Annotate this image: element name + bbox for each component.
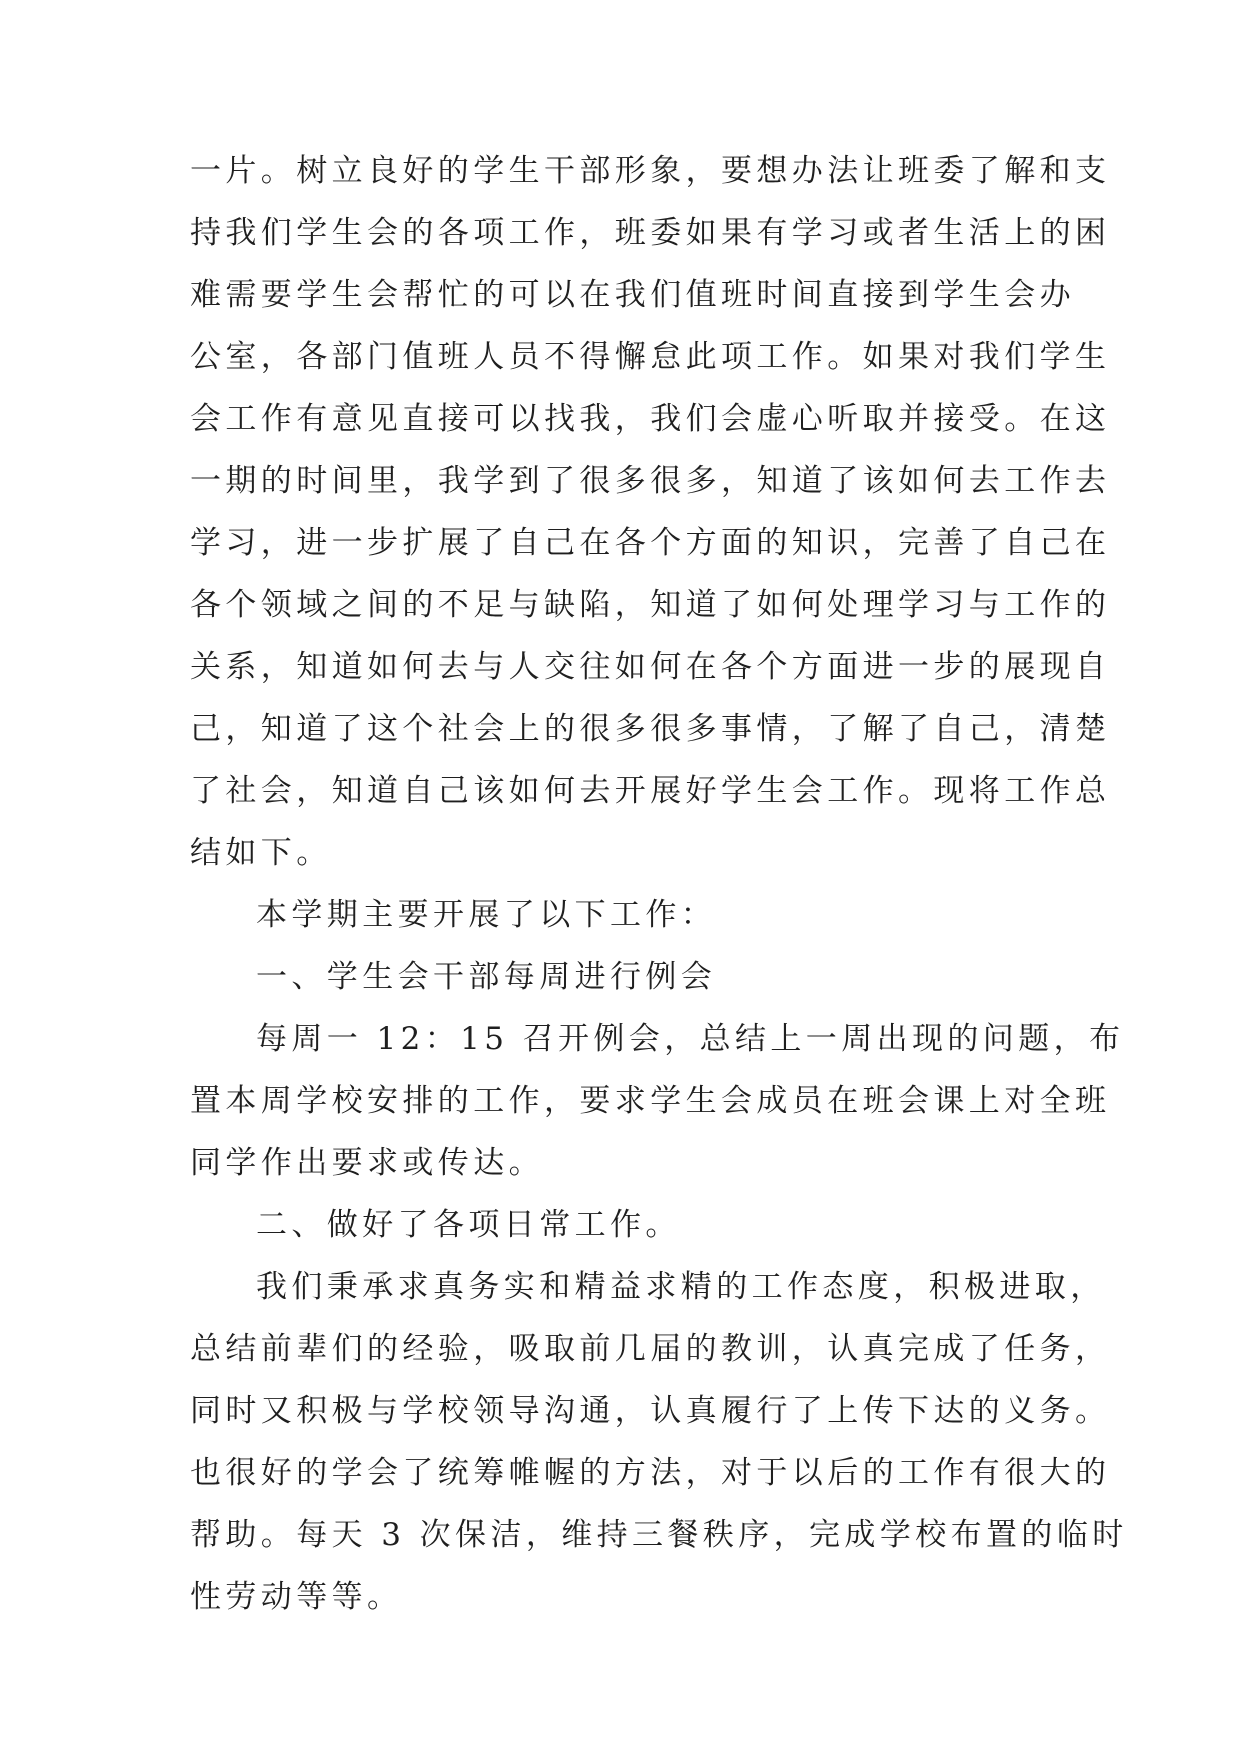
text-line: 我们秉承求真务实和精益求精的工作态度，积极进取，: [256, 1269, 1106, 1305]
text-line: 性劳动等等。: [190, 1579, 403, 1615]
document-body: [190, 140, 1128, 1628]
text-line: 会工作有意见直接可以找我，我们会虚心听取并接受。在这: [190, 401, 1111, 437]
text-line: 关系，知道如何去与人交往如何在各个方面进一步的展现自: [190, 649, 1111, 685]
text-line: 己，知道了这个社会上的很多很多事情，了解了自己，清楚: [190, 711, 1111, 747]
section-2-heading: 二、做好了各项日常工作。: [256, 1207, 681, 1243]
text-line: 总结前辈们的经验，吸取前几届的教训，认真完成了任务，: [190, 1331, 1111, 1367]
paragraph-continuation: [190, 140, 1111, 884]
text-line: 持我们学生会的各项工作，班委如果有学习或者生活上的困: [190, 215, 1111, 251]
section-2-paragraph: [190, 1256, 1128, 1628]
text-line: 了社会，知道自己该如何去开展好学生会工作。现将工作总: [190, 773, 1111, 809]
text-line: 公室，各部门值班人员不得懈怠此项工作。如果对我们学生: [190, 339, 1111, 375]
text-line: 同学作出要求或传达。: [190, 1145, 544, 1181]
text-line: 一期的时间里，我学到了很多很多，知道了该如何去工作去: [190, 463, 1111, 499]
text-line: 结如下。: [190, 835, 332, 871]
text-line: 一片。树立良好的学生干部形象，要想办法让班委了解和支: [190, 153, 1111, 189]
text-line: 学习，进一步扩展了自己在各个方面的知识，完善了自己在: [190, 525, 1111, 561]
text-line: 也很好的学会了统筹帷幄的方法，对于以后的工作有很大的: [190, 1455, 1111, 1491]
text-line: 同时又积极与学校领导沟通，认真履行了上传下达的义务。: [190, 1393, 1111, 1429]
text-line: 各个领域之间的不足与缺陷，知道了如何处理学习与工作的: [190, 587, 1111, 623]
text-line: 每周一 12：15 召开例会，总结上一周出现的问题，布: [256, 1021, 1125, 1057]
text-line: 难需要学生会帮忙的可以在我们值班时间直接到学生会办: [190, 277, 1075, 313]
intro-line: 本学期主要开展了以下工作：: [256, 897, 717, 933]
section-1-heading: 一、学生会干部每周进行例会: [256, 959, 717, 995]
text-line: 帮助。每天 3 次保洁，维持三餐秩序，完成学校布置的临时: [190, 1517, 1128, 1553]
section-1-paragraph: [190, 1008, 1125, 1194]
text-line: 置本周学校安排的工作，要求学生会成员在班会课上对全班: [190, 1083, 1111, 1119]
